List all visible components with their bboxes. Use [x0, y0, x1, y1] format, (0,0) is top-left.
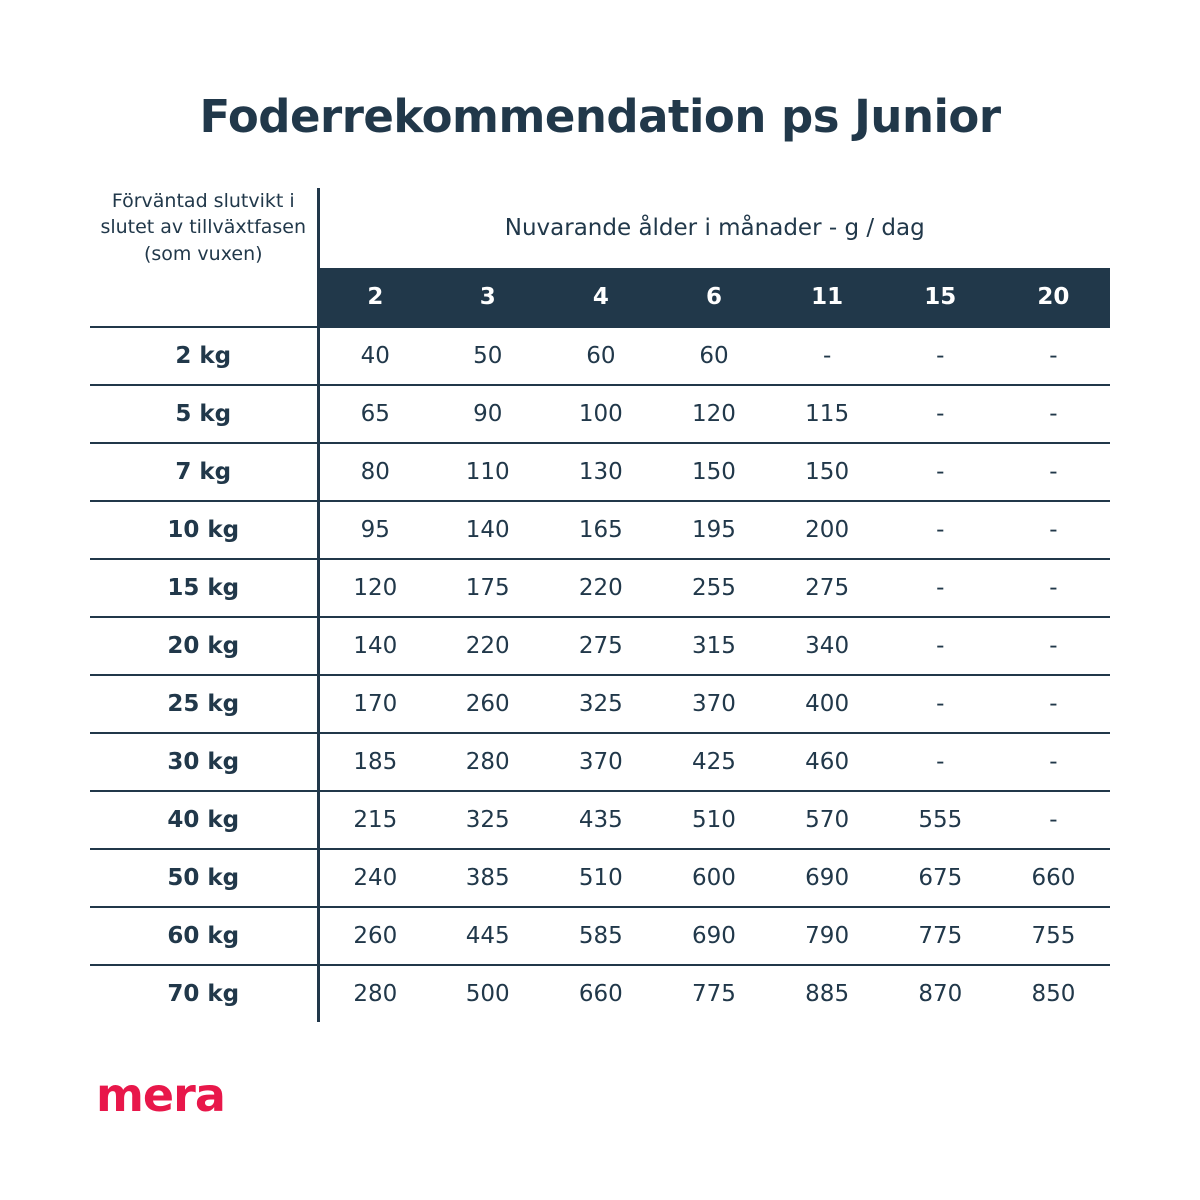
row-label: 2 kg: [90, 327, 318, 385]
cell: -: [997, 733, 1110, 791]
table-row: [90, 327, 1110, 385]
table-header: [90, 188, 1110, 328]
row-label: 50 kg: [90, 849, 318, 907]
header-row-top: [90, 188, 1110, 269]
row-label: 10 kg: [90, 501, 318, 559]
cell: 260: [431, 675, 544, 733]
cell: 240: [318, 849, 431, 907]
cell: 90: [431, 385, 544, 443]
cell: 885: [805, 981, 850, 1008]
cell: 220: [544, 559, 657, 617]
cell: 275: [771, 559, 884, 617]
page-title: Foderrekommendation ps Junior: [199, 90, 1001, 143]
cell: -: [884, 675, 997, 733]
table-row: [90, 559, 1110, 617]
cell: 195: [657, 501, 770, 559]
cell: -: [884, 733, 997, 791]
cell: 570: [771, 791, 884, 849]
table-row: [90, 385, 1110, 443]
age-row-corner: [90, 268, 318, 327]
cell: 115: [771, 385, 884, 443]
table-row: [90, 965, 1110, 1022]
row-label: 7 kg: [90, 443, 318, 501]
cell: 500: [465, 981, 510, 1008]
cell: 340: [771, 617, 884, 675]
cell: 445: [431, 907, 544, 965]
cell: 585: [544, 907, 657, 965]
cell: 755: [997, 907, 1110, 965]
cell: -: [997, 327, 1110, 385]
cell: 110: [431, 443, 544, 501]
cell: 200: [771, 501, 884, 559]
brand-logo: mera: [96, 1068, 225, 1122]
cell: 870: [918, 981, 963, 1008]
age-column-5: 15: [884, 268, 997, 327]
cell: 215: [318, 791, 431, 849]
cell: 790: [771, 907, 884, 965]
row-label: 25 kg: [90, 675, 318, 733]
cell: 510: [657, 791, 770, 849]
cell: 60: [544, 327, 657, 385]
cell: 140: [431, 501, 544, 559]
age-column-1: 3: [431, 268, 544, 327]
cell: -: [771, 327, 884, 385]
row-label: 60 kg: [90, 907, 318, 965]
table-row: [90, 733, 1110, 791]
cell: 660: [578, 981, 623, 1008]
cell: 400: [771, 675, 884, 733]
cell: 325: [431, 791, 544, 849]
cell: -: [884, 385, 997, 443]
cell: 600: [657, 849, 770, 907]
table-row: [90, 907, 1110, 965]
age-column-6: 20: [997, 268, 1110, 327]
cell: 690: [657, 907, 770, 965]
table-row: [90, 501, 1110, 559]
row-label: 40 kg: [90, 791, 318, 849]
corner-header: Förväntad slutvikt i slutet av tillväxtfasen (som vuxen): [90, 188, 318, 269]
cell: 100: [544, 385, 657, 443]
cell: 80: [318, 443, 431, 501]
row-label: 15 kg: [90, 559, 318, 617]
cell: 60: [657, 327, 770, 385]
feeding-table: [90, 188, 1110, 1023]
age-column-2: 4: [544, 268, 657, 327]
cell: 275: [544, 617, 657, 675]
cell: 385: [431, 849, 544, 907]
cell: -: [884, 501, 997, 559]
cell: 315: [657, 617, 770, 675]
cell: 175: [431, 559, 544, 617]
cell: 660: [997, 849, 1110, 907]
cell: -: [997, 385, 1110, 443]
cell: 425: [657, 733, 770, 791]
cell: -: [997, 559, 1110, 617]
cell: 325: [544, 675, 657, 733]
cell: 150: [657, 443, 770, 501]
cell: 775: [884, 907, 997, 965]
cell: 370: [544, 733, 657, 791]
cell: -: [884, 443, 997, 501]
cell: 140: [318, 617, 431, 675]
cell: 850: [1031, 981, 1076, 1008]
table-row: [90, 849, 1110, 907]
row-label: 70 kg: [90, 965, 318, 1022]
cell: 690: [771, 849, 884, 907]
cell: 130: [544, 443, 657, 501]
cell: 510: [544, 849, 657, 907]
cell: 220: [431, 617, 544, 675]
cell: 50: [431, 327, 544, 385]
cell: 280: [353, 981, 398, 1008]
row-label: 20 kg: [90, 617, 318, 675]
row-label: 30 kg: [90, 733, 318, 791]
cell: -: [997, 443, 1110, 501]
cell: 280: [431, 733, 544, 791]
cell: 435: [544, 791, 657, 849]
cell: 675: [884, 849, 997, 907]
row-label: 5 kg: [90, 385, 318, 443]
cell: -: [997, 617, 1110, 675]
cell: 120: [657, 385, 770, 443]
age-column-3: 6: [657, 268, 770, 327]
cell: 165: [544, 501, 657, 559]
cell: -: [884, 617, 997, 675]
cell: 40: [318, 327, 431, 385]
table-body: [90, 327, 1110, 1022]
age-columns-row: [90, 268, 1110, 327]
feeding-table-container: [90, 188, 1110, 1023]
cell: 255: [657, 559, 770, 617]
cell: 775: [692, 981, 736, 1008]
table-row: [90, 443, 1110, 501]
cell: 120: [318, 559, 431, 617]
age-group-header: Nuvarande ålder i månader - g / dag: [504, 214, 925, 241]
cell: 65: [318, 385, 431, 443]
cell: 150: [771, 443, 884, 501]
cell: 370: [657, 675, 770, 733]
cell: -: [884, 327, 997, 385]
cell: -: [997, 791, 1110, 849]
cell: -: [884, 559, 997, 617]
table-row: [90, 791, 1110, 849]
age-column-0: 2: [318, 268, 431, 327]
table-row: [90, 675, 1110, 733]
cell: 95: [318, 501, 431, 559]
cell: -: [997, 501, 1110, 559]
cell: -: [997, 675, 1110, 733]
cell: 185: [318, 733, 431, 791]
age-column-4: 11: [771, 268, 884, 327]
cell: 260: [318, 907, 431, 965]
table-row: [90, 617, 1110, 675]
cell: 460: [771, 733, 884, 791]
cell: 555: [884, 791, 997, 849]
cell: 170: [318, 675, 431, 733]
